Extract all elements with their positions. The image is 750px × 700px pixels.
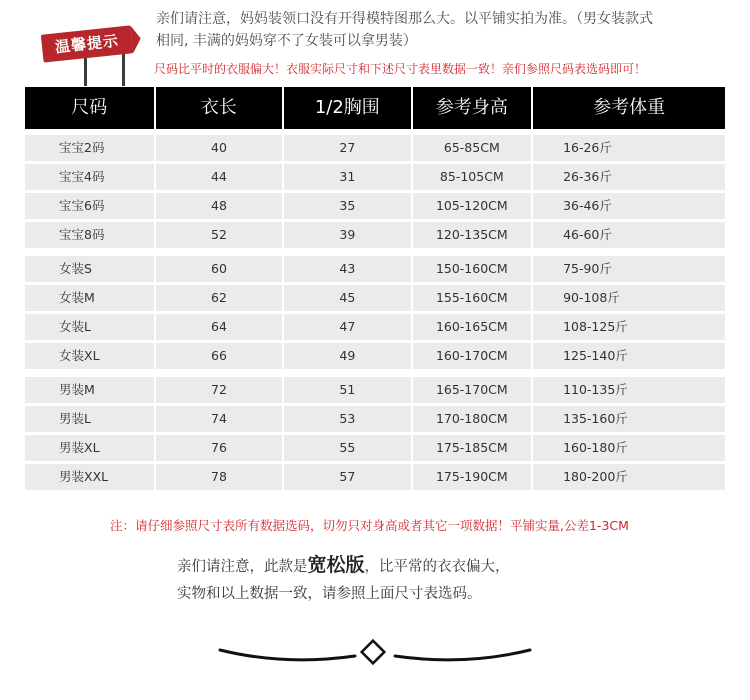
cell-chest: 43 xyxy=(284,256,412,282)
cell-size: 女装S xyxy=(25,256,156,282)
cell-weight: 180-200斤 xyxy=(533,464,725,490)
cell-weight: 160-180斤 xyxy=(533,435,725,461)
cell-height: 170-180CM xyxy=(413,406,533,432)
loose-fit-post: ，比平常的衣衣偏大， xyxy=(364,559,510,575)
cell-length: 40 xyxy=(156,135,284,161)
table-row xyxy=(25,285,725,311)
table-row xyxy=(25,406,725,432)
cell-height: 65-85CM xyxy=(413,135,533,161)
cell-size: 女装XL xyxy=(25,343,156,369)
header-size: 尺码 xyxy=(25,87,156,129)
table-row xyxy=(25,256,725,282)
cell-height: 165-170CM xyxy=(413,377,533,403)
loose-fit-line-1 xyxy=(177,552,510,581)
table-row xyxy=(25,222,725,248)
cell-height: 85-105CM xyxy=(413,164,533,190)
notice-line-2: 相同, 丰满的妈妈穿不了女装可以拿男装） xyxy=(156,33,417,49)
header-chest: 1/2胸围 xyxy=(284,87,413,129)
sizing-note: 注：请仔细参照尺寸表所有数据选码，切勿只对身高或者其它一项数据！平铺实量,公差1-3CM xyxy=(110,518,629,533)
cell-size: 男装L xyxy=(25,406,156,432)
loose-fit-notice xyxy=(177,552,510,608)
header-height: 参考身高 xyxy=(413,87,534,129)
badge-label: 温馨提示 xyxy=(41,25,133,62)
table-row xyxy=(25,193,725,219)
cell-length: 52 xyxy=(156,222,284,248)
cell-length: 62 xyxy=(156,285,284,311)
cell-size: 宝宝4码 xyxy=(25,164,156,190)
loose-fit-emphasis: 宽松版 xyxy=(307,554,365,576)
cell-chest: 49 xyxy=(284,343,412,369)
notice-red: 尺码比平时的衣服偏大！衣服实际尺寸和下述尺寸表里数据一致！亲们参照尺码表选码即可！ xyxy=(154,62,647,76)
signpost-icon xyxy=(40,20,136,72)
cell-length: 48 xyxy=(156,193,284,219)
size-table xyxy=(25,87,725,493)
cell-chest: 57 xyxy=(284,464,412,490)
cell-height: 120-135CM xyxy=(413,222,533,248)
cell-weight: 90-108斤 xyxy=(533,285,725,311)
cell-chest: 39 xyxy=(284,222,412,248)
cell-height: 175-185CM xyxy=(413,435,533,461)
loose-fit-line-2: 实物和以上数据一致，请参照上面尺寸表选码。 xyxy=(177,586,482,602)
cell-weight: 110-135斤 xyxy=(533,377,725,403)
cell-size: 男装XXL xyxy=(25,464,156,490)
cell-weight: 46-60斤 xyxy=(533,222,725,248)
cell-chest: 53 xyxy=(284,406,412,432)
cell-length: 60 xyxy=(156,256,284,282)
cell-size: 女装L xyxy=(25,314,156,340)
table-header xyxy=(25,87,725,129)
diamond-divider-icon xyxy=(215,636,535,672)
cell-height: 160-170CM xyxy=(413,343,533,369)
cell-weight: 16-26斤 xyxy=(533,135,725,161)
cell-weight: 108-125斤 xyxy=(533,314,725,340)
cell-chest: 55 xyxy=(284,435,412,461)
cell-length: 66 xyxy=(156,343,284,369)
cell-weight: 125-140斤 xyxy=(533,343,725,369)
cell-length: 76 xyxy=(156,435,284,461)
cell-size: 男装XL xyxy=(25,435,156,461)
table-row xyxy=(25,464,725,490)
cell-chest: 47 xyxy=(284,314,412,340)
cell-length: 78 xyxy=(156,464,284,490)
loose-fit-pre: 亲们请注意，此款是 xyxy=(177,559,308,575)
cell-weight: 26-36斤 xyxy=(533,164,725,190)
group-men xyxy=(25,377,725,490)
header-length: 衣长 xyxy=(156,87,285,129)
cell-height: 155-160CM xyxy=(413,285,533,311)
cell-chest: 45 xyxy=(284,285,412,311)
table-row xyxy=(25,135,725,161)
cell-size: 宝宝2码 xyxy=(25,135,156,161)
cell-height: 160-165CM xyxy=(413,314,533,340)
cell-length: 64 xyxy=(156,314,284,340)
group-baby xyxy=(25,135,725,248)
group-women xyxy=(25,256,725,369)
cell-chest: 27 xyxy=(284,135,412,161)
cell-weight: 75-90斤 xyxy=(533,256,725,282)
cell-chest: 35 xyxy=(284,193,412,219)
table-row xyxy=(25,164,725,190)
cell-weight: 36-46斤 xyxy=(533,193,725,219)
cell-length: 44 xyxy=(156,164,284,190)
cell-height: 150-160CM xyxy=(413,256,533,282)
header-weight: 参考体重 xyxy=(593,97,666,118)
cell-height: 175-190CM xyxy=(413,464,533,490)
table-row xyxy=(25,377,725,403)
notice-line-1: 亲们请注意，妈妈装领口没有开得模特图那么大。以平铺实拍为准。（男女装款式 xyxy=(156,11,653,27)
cell-chest: 51 xyxy=(284,377,412,403)
notice-text xyxy=(156,8,696,52)
table-row xyxy=(25,314,725,340)
cell-weight: 135-160斤 xyxy=(533,406,725,432)
table-row xyxy=(25,343,725,369)
cell-length: 72 xyxy=(156,377,284,403)
cell-size: 男装M xyxy=(25,377,156,403)
cell-height: 105-120CM xyxy=(413,193,533,219)
cell-size: 宝宝8码 xyxy=(25,222,156,248)
table-row xyxy=(25,435,725,461)
cell-size: 女装M xyxy=(25,285,156,311)
cell-size: 宝宝6码 xyxy=(25,193,156,219)
cell-length: 74 xyxy=(156,406,284,432)
cell-chest: 31 xyxy=(284,164,412,190)
